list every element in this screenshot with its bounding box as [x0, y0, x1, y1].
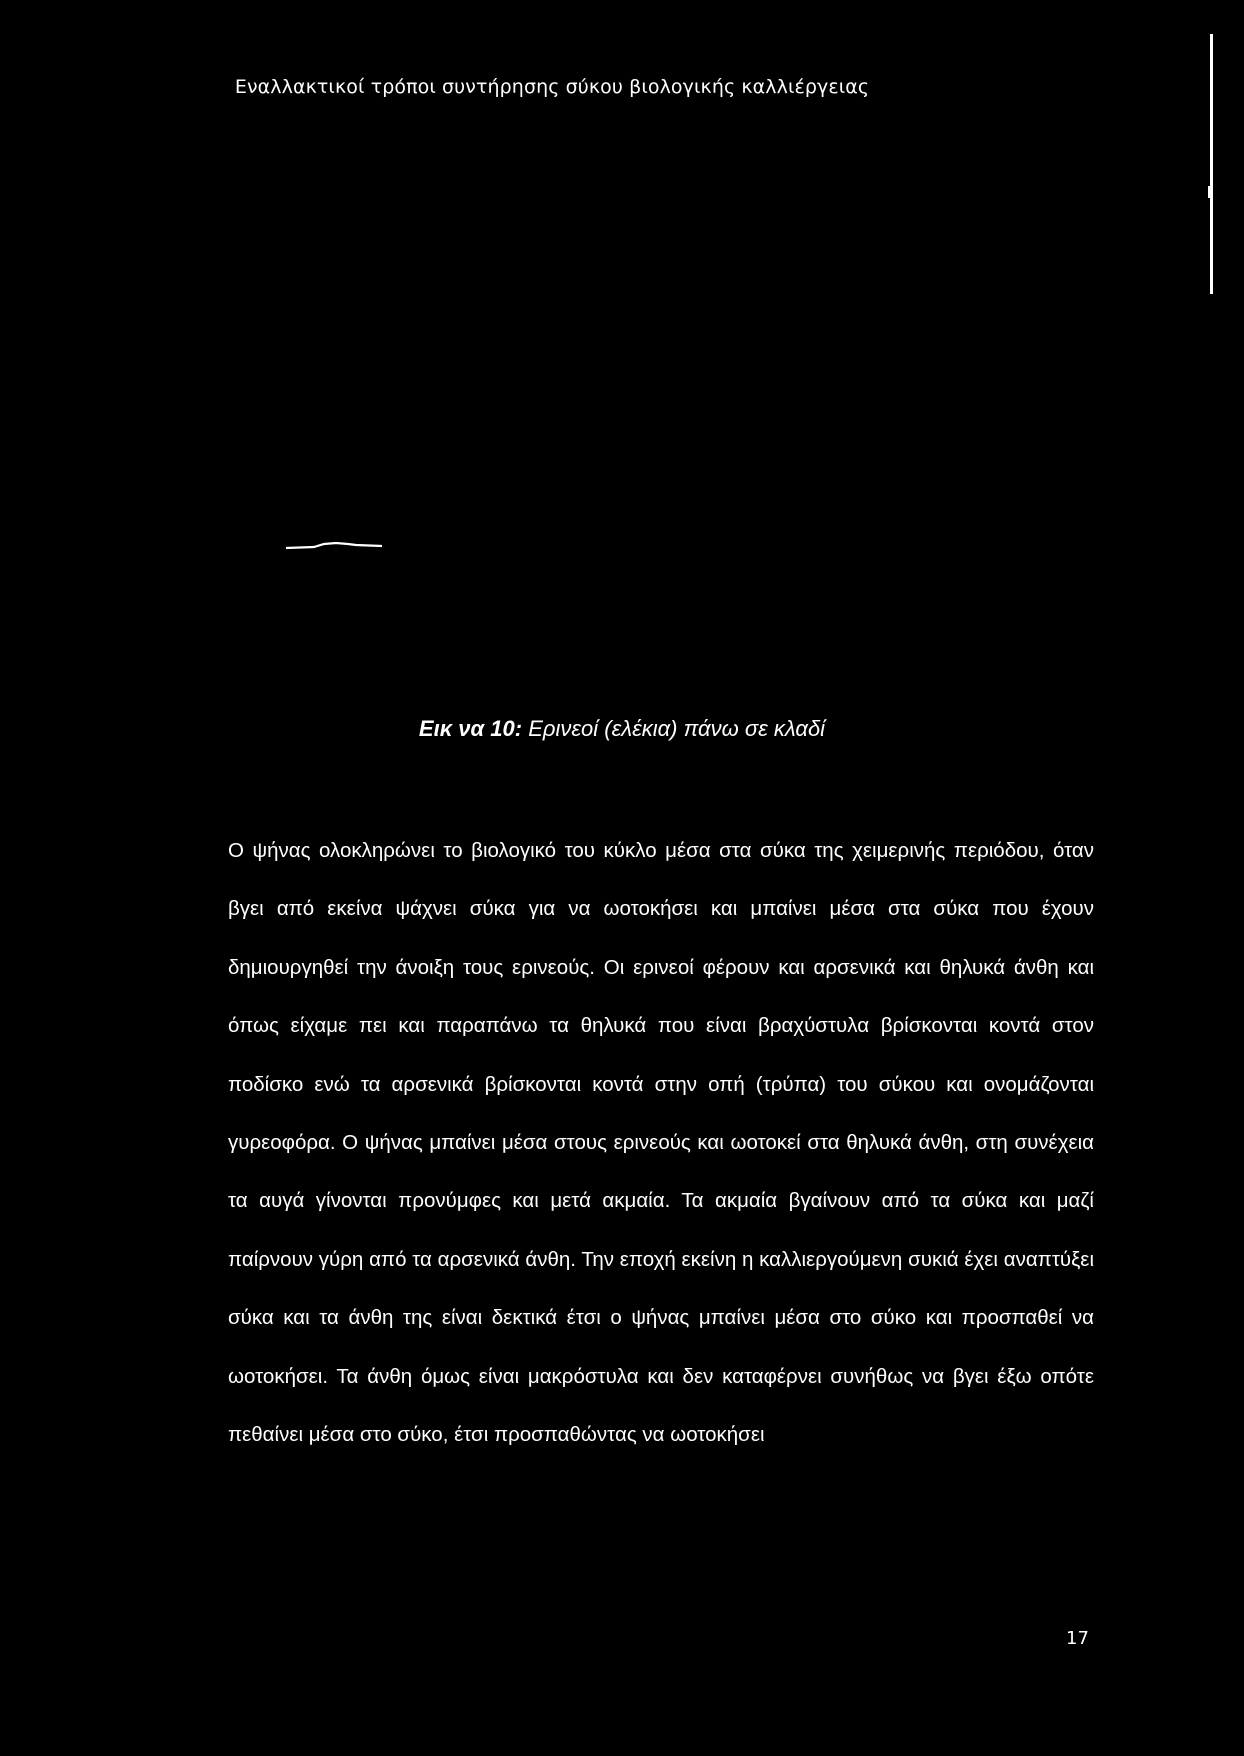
figure-caption-label: Εικ να 10:	[418, 716, 523, 741]
figure-caption	[0, 716, 1244, 742]
running-header: Εναλλακτικοί τρόποι συντήρησης σύκου βιολογικής καλλιέργειας	[234, 76, 870, 98]
margin-rule	[1210, 34, 1213, 294]
body-paragraph: Ο ψήνας ολοκληρώνει το βιολογικό του κύκλο μέσα στα σύκα της χειμερινής περιόδου, όταν βγει από εκείνα ψάχνει σύκα για να ωοτοκήσει και μπαίνει μέσα στα σύκα που έχουν δημιουργηθεί την άνοιξη τους ερινεούς. Οι ερινεοί φέρουν και αρσενικά και θηλυκά άνθη και όπως είχαμε πει και παραπάνω τα θηλυκά που είναι βραχύστυλα βρίσκονται κοντά στον ποδίσκο ενώ τα αρσενικά βρίσκονται κοντά στην οπή (τρύπα) του σύκου και ονομάζονται γυρεοφόρα. Ο ψήνας μπαίνει μέσα στους ερινεούς και ωοτοκεί στα θηλυκά άνθη, στη συνέχεια τα αυγά γίνονται προνύμφες και μετά ακμαία. Τα ακμαία βγαίνουν από τα σύκα και μαζί παίρνουν γύρη από τα αρσενικά άνθη. Την εποχή εκείνη η καλλιεργούμενη συκιά έχει αναπτύξει σύκα και τα άνθη της είναι δεκτικά έτσι ο ψήνας μπαίνει μέσα στο σύκο και προσπαθεί να ωοτοκήσει. Τα άνθη όμως είναι μακρόστυλα και δεν καταφέρνει συνήθως να βγει έξω οπότε πεθαίνει μέσα στο σύκο, έτσι προσπαθώντας να ωοτοκήσει	[228, 839, 1094, 1447]
margin-tick	[1208, 186, 1211, 198]
page-number: 17	[1066, 1628, 1089, 1649]
figure-remnant-mark	[284, 540, 384, 552]
figure-caption-text: Ερινεοί (ελέκια) πάνω σε κλαδί	[528, 716, 826, 741]
